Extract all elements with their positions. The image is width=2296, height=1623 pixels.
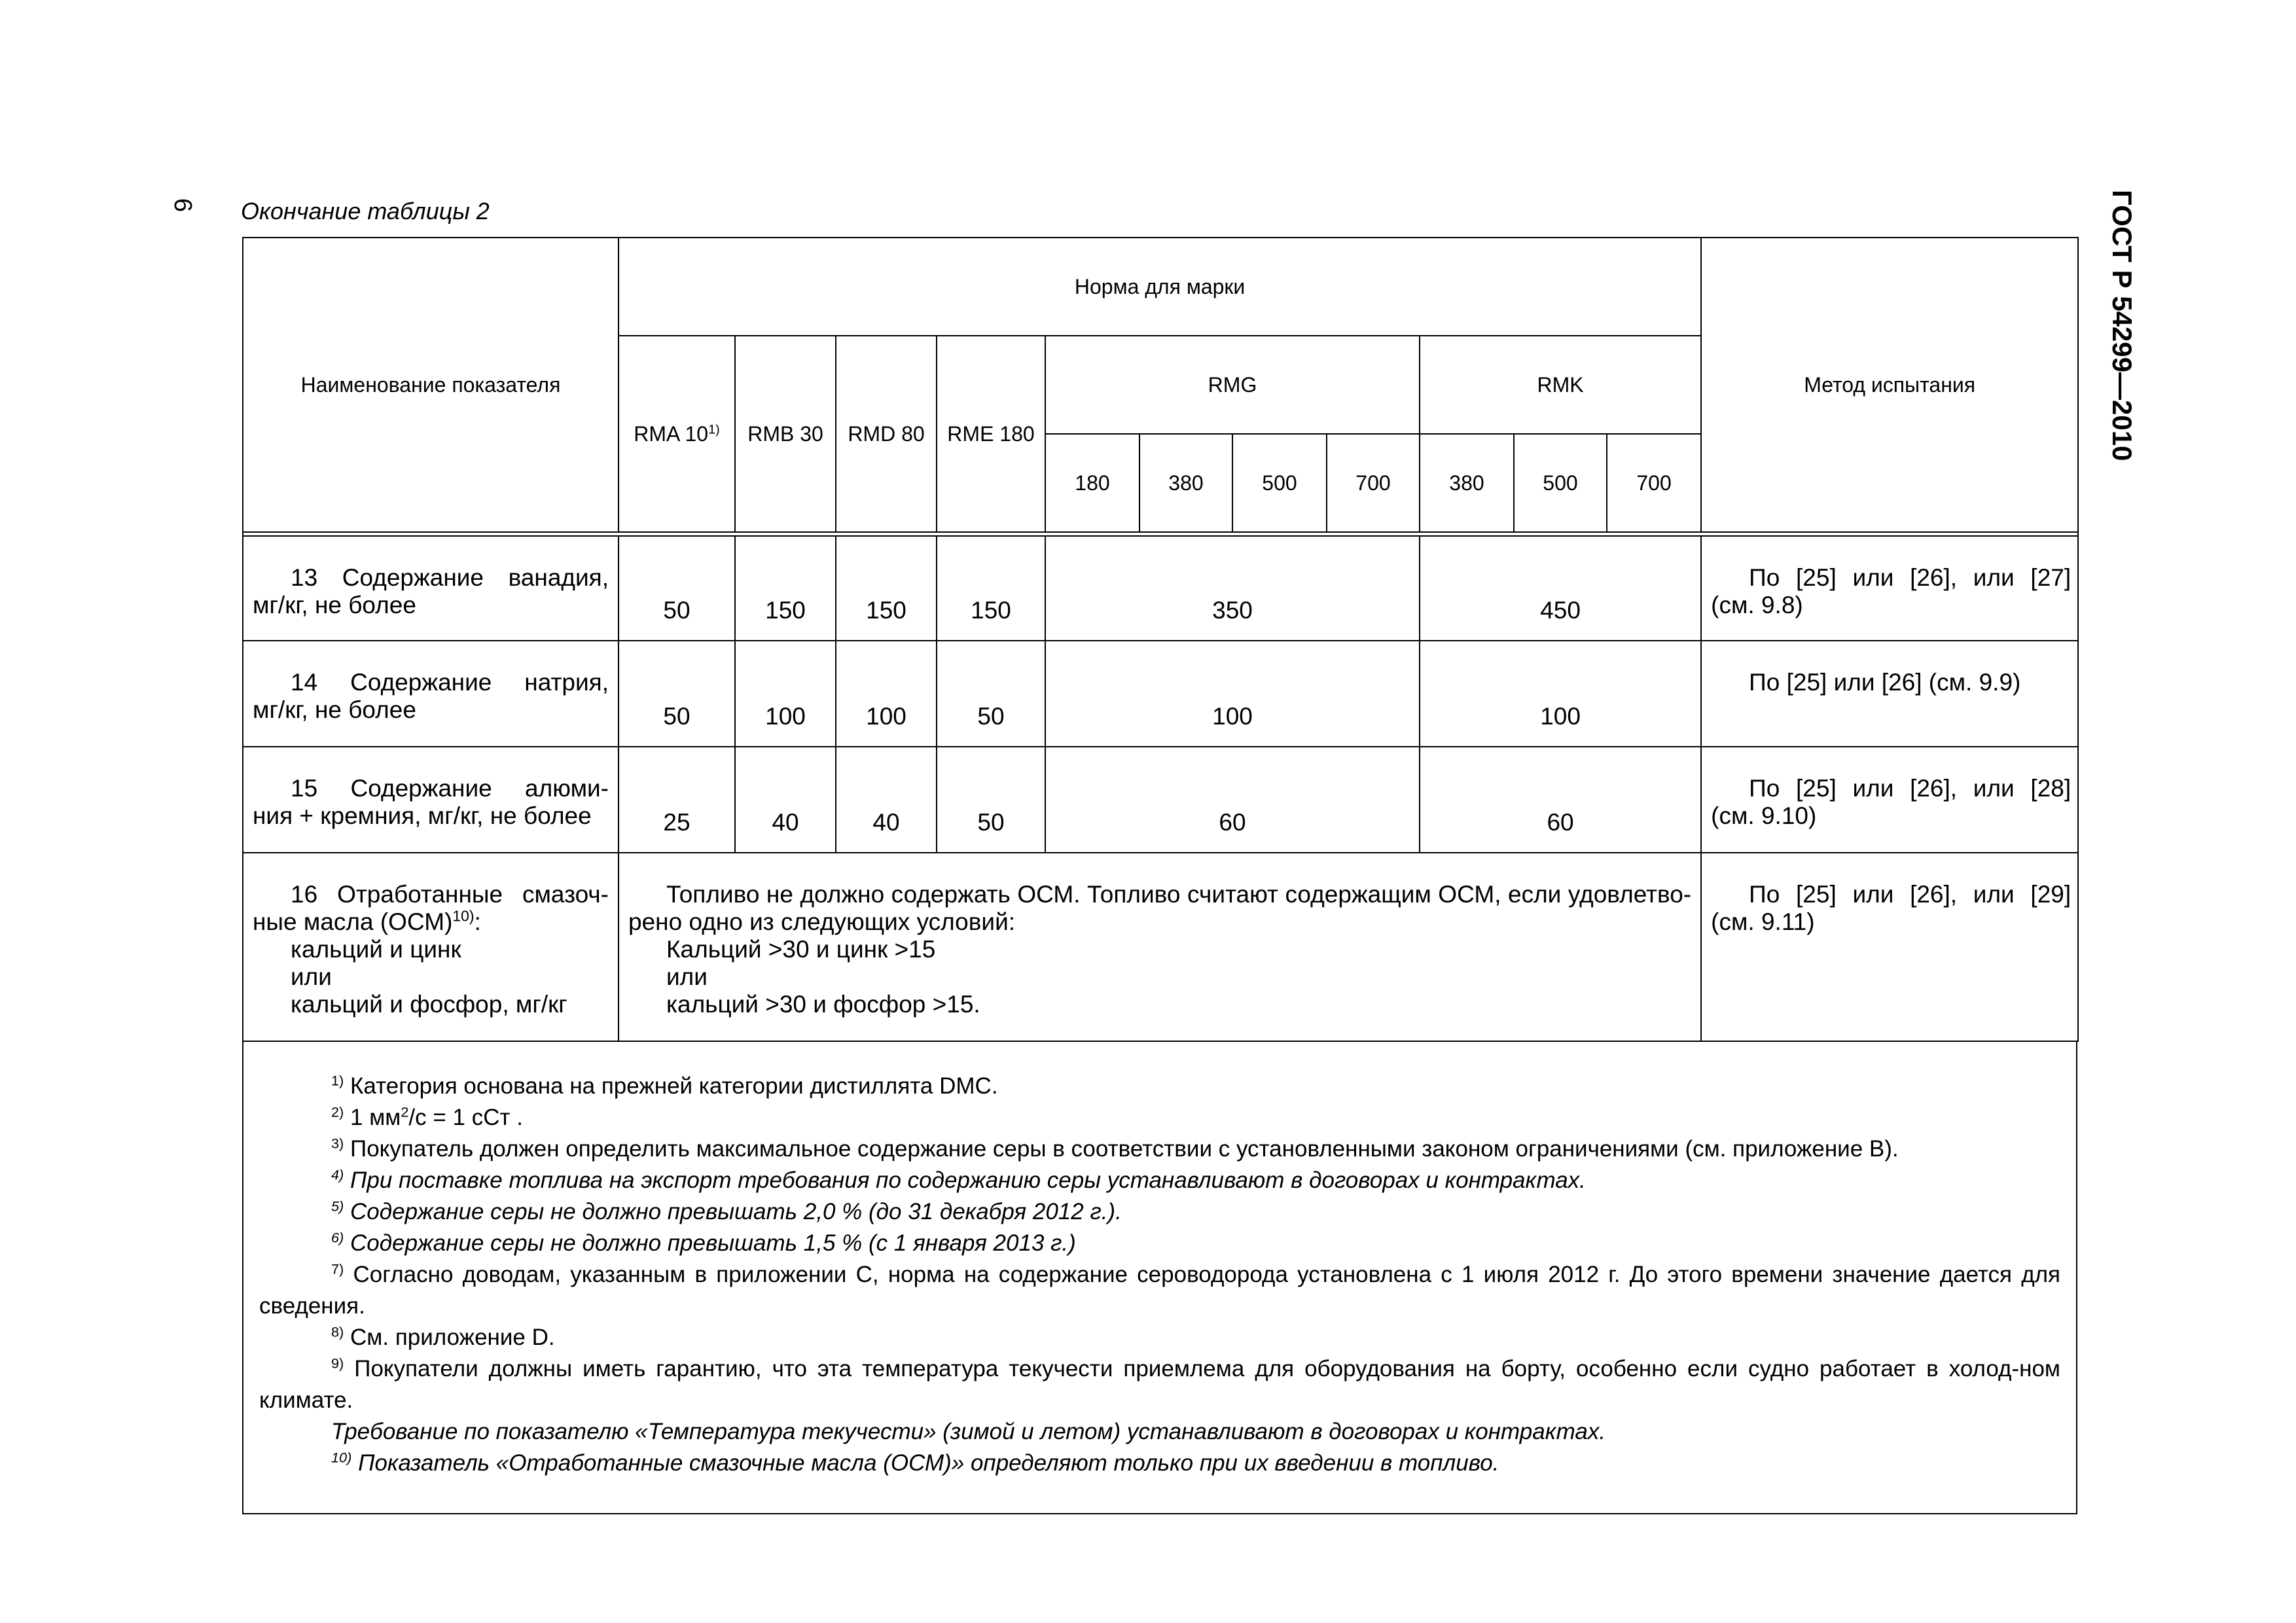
row-16-footnote-ref: 10) [452,907,475,925]
footnote-marker: 7) [331,1260,344,1277]
table-row [243,853,2078,1041]
row-16-method-line1: По [25] или [26], или [29] [1749,881,2072,908]
row-13-name [243,536,619,641]
row-15-rmk: 60 [1420,747,1701,853]
row-14-rmk: 100 [1420,641,1701,747]
row-13-rme: 150 [937,536,1045,641]
row-16-name-text: ные масла (ОСМ) [253,908,453,935]
row-13-method-line1: По [25] или [26], или [27] [1749,564,2072,591]
footnote-7 [259,1259,2060,1322]
row-15-method-line2: (см. 9.10) [1711,802,1817,829]
footnote-marker: 1) [331,1072,344,1089]
footnote-exponent: 2 [401,1103,409,1120]
row-14-name [243,641,619,747]
row-15-method-line1: По [25] или [26], или [28] [1749,775,2072,802]
footnote-text: При поставке топлива на экспорт требования по содержанию серы устанавливают в договорах и контрактах. [350,1168,1586,1193]
row-14-method [1701,641,2078,747]
header-rmd: RMD 80 [836,336,937,532]
row-15-name-line2: ния + кремния, мг/кг, не более [253,802,592,829]
header-rma [619,336,735,532]
page-number: 6 [169,198,197,213]
header-norm: Норма для марки [619,238,1701,336]
row-14-rmb: 100 [735,641,836,747]
footnote-text: Покупатели должны иметь гарантию, что эта температура текучести приемлема для оборудования на борту, особенно если судно работает в холод-ном климате. [259,1356,2060,1413]
footnote-text: 1 мм [350,1105,401,1130]
footnote-text: /с = 1 сСт . [408,1105,523,1130]
row-16-text-line1: Топливо не должно содержать ОСМ. Топливо считают содержащим ОСМ, если удовлетво- [666,881,1692,908]
header-row-1 [243,238,2078,336]
footnote-marker: 6) [331,1229,344,1246]
row-14-rmd: 100 [836,641,937,747]
table-caption: Окончание таблицы 2 [241,198,490,224]
footnote-1 [259,1071,2060,1102]
row-13-rmb: 150 [735,536,836,641]
footnote-marker: 4) [331,1166,344,1183]
footnote-4 [259,1165,2060,1196]
footnote-3 [259,1133,2060,1165]
row-15-name-line1: 15 Содержание алюми- [291,775,609,802]
header-rmg: RMG [1045,336,1420,434]
header-rma-label: RMA 10 [634,421,709,446]
row-16-method-line2: (см. 9.11) [1711,908,1815,935]
footnote-marker: 9) [331,1355,344,1372]
row-13-rma: 50 [619,536,735,641]
header-rmb: RMB 30 [735,336,836,532]
footnote-text: Показатель «Отработанные смазочные масла (ОСМ)» определяют только при их введении в топливо. [358,1450,1499,1476]
row-15-rmd: 40 [836,747,937,853]
document-code: ГОСТ Р 54299—2010 [2107,190,2138,461]
footnote-text: Содержание серы не должно превышать 2,0 % (до 31 декабря 2012 г.). [350,1199,1122,1224]
header-name-column: Наименование показателя [243,238,619,532]
table-row [243,641,2078,747]
footnote-marker: 10) [331,1449,352,1466]
row-16-method [1701,853,2078,1041]
footnote-8 [259,1322,2060,1353]
row-15-rmg: 60 [1045,747,1420,853]
footnote-text: Согласно доводам, указанным в приложении С, норма на содержание сероводорода установлена с 1 июля 2012 г. До этого времени значение дается для сведения. [259,1262,2060,1319]
header-rmg-500: 500 [1232,434,1327,532]
row-14-name-line1: 14 Содержание натрия, [291,669,609,696]
header-rmk: RMK [1420,336,1701,434]
footnote-marker: 5) [331,1198,344,1215]
footnote-9-addendum [259,1416,2060,1448]
row-13-rmg: 350 [1045,536,1420,641]
row-15-rme: 50 [937,747,1045,853]
footnote-5 [259,1196,2060,1228]
row-16-text-line4: или [666,963,708,990]
footnote-marker: 8) [331,1323,344,1340]
row-16-text-line5: кальций >30 и фосфор >15. [666,991,980,1018]
row-13-rmk: 450 [1420,536,1701,641]
row-13-name-line2: мг/кг, не более [253,592,416,618]
footnote-text: Содержание серы не должно превышать 1,5 % (с 1 января 2013 г.) [350,1230,1076,1256]
table-row [243,747,2078,853]
row-13-method [1701,536,2078,641]
row-16-name-line1: 16 Отработанные смазоч- [291,881,609,908]
row-14-name-line2: мг/кг, не более [253,696,416,723]
header-rmg-380: 380 [1139,434,1232,532]
header-rmg-180: 180 [1045,434,1139,532]
row-15-name [243,747,619,853]
footnote-marker: 2) [331,1103,344,1120]
row-15-method [1701,747,2078,853]
footnote-10 [259,1448,2060,1479]
header-rmk-700: 700 [1607,434,1701,532]
row-16-name-line4: или [291,963,332,990]
header-rmg-700: 700 [1327,434,1420,532]
row-16-text-line3: Кальций >30 и цинк >15 [666,936,936,963]
row-14-rme: 50 [937,641,1045,747]
row-16-name-line2 [253,908,609,936]
row-14-method-line1: По [25] или [26] (см. 9.9) [1749,669,2021,696]
row-13-name-line1: 13 Содержание ванадия, [291,564,609,591]
header-rme: RME 180 [937,336,1045,532]
row-14-rmg: 100 [1045,641,1420,747]
footnote-text: Покупатель должен определить максимальное содержание серы в соответствии с установленными законом ограничениями (см. приложение В). [350,1136,1899,1162]
table-footnotes [242,1042,2077,1514]
footnote-9 [259,1353,2060,1416]
row-16-name-line3: кальций и цинк [291,936,461,963]
header-rmk-380: 380 [1420,434,1514,532]
header-method-column: Метод испытания [1701,238,2078,532]
row-14-rma: 50 [619,641,735,747]
row-15-rma: 25 [619,747,735,853]
footnote-text: Категория основана на прежней категории дистиллята DMC. [350,1073,998,1099]
row-16-text-line2: рено одно из следующих условий: [628,908,1016,935]
row-16-name-line5: кальций и фосфор, мг/кг [291,991,567,1018]
footnote-text: См. приложение D. [350,1325,555,1350]
footnote-marker: 3) [331,1135,344,1152]
row-13-method-line2: (см. 9.8) [1711,592,1803,618]
footnote-2 [259,1102,2060,1133]
footnote-text: Требование по показателю «Температура текучести» (зимой и летом) устанавливают в договорах и контрактах. [331,1419,1606,1444]
header-rmk-500: 500 [1514,434,1607,532]
row-16-name [243,853,619,1041]
row-16-name-colon: : [474,908,481,935]
fuel-requirements-table [242,237,2079,1042]
row-16-requirement [619,853,1701,1041]
header-rma-footnote: 1) [708,421,720,437]
table-row [243,536,2078,641]
footnote-6 [259,1228,2060,1259]
row-15-rmb: 40 [735,747,836,853]
row-13-rmd: 150 [836,536,937,641]
